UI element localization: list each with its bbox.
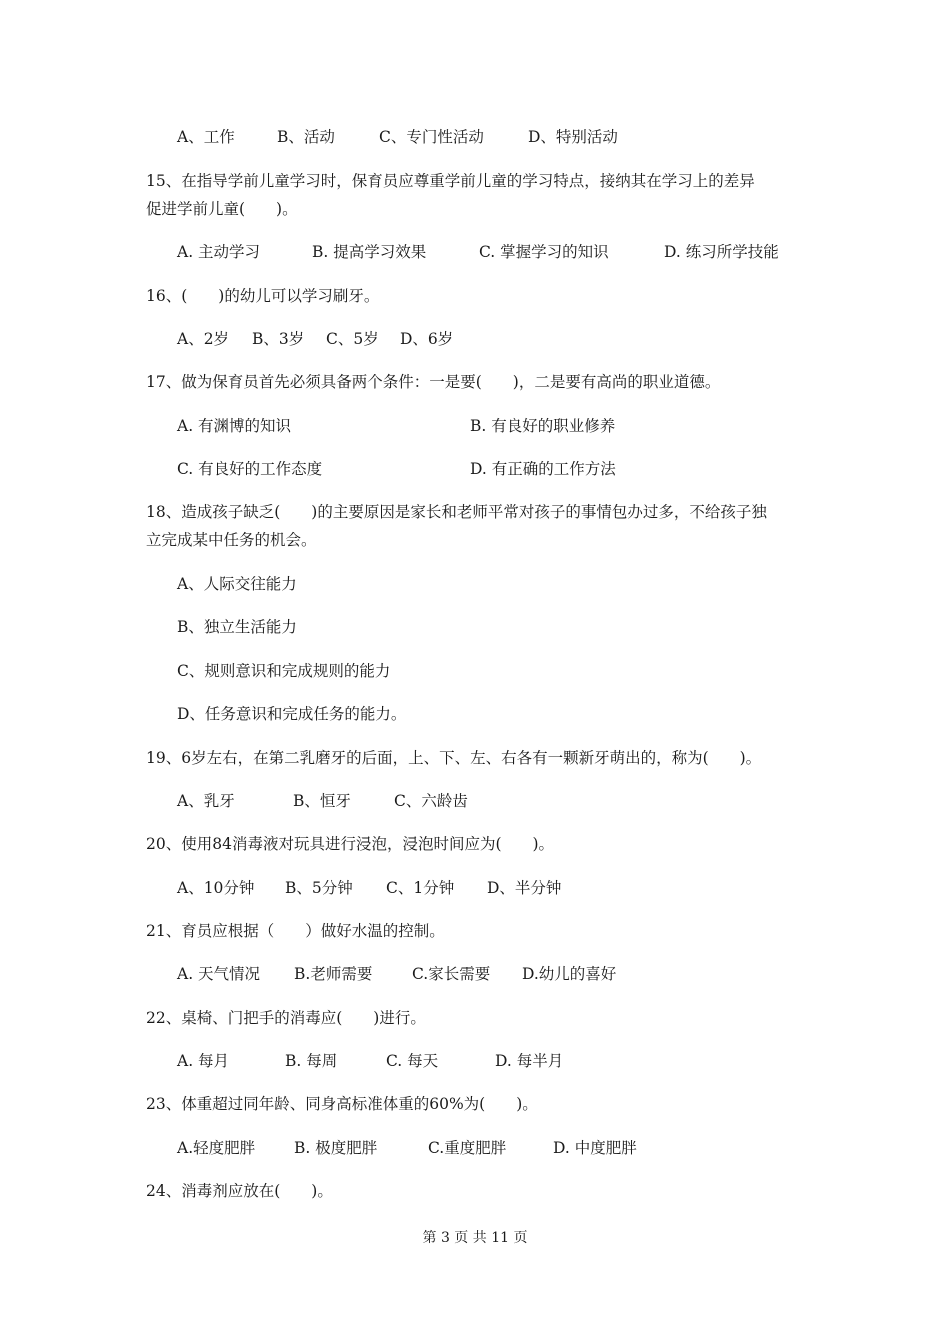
q17-option-b: B. 有良好的职业修养 [470,417,616,435]
q18-option-c: C、规则意识和完成规则的能力 [177,662,391,680]
q17-option-a: A. 有渊博的知识 [177,417,292,435]
q15-option-c: C. 掌握学习的知识 [479,243,609,261]
q15-option-b: B. 提高学习效果 [312,243,427,261]
q14-option-d: D、特别活动 [528,128,618,146]
q15-stem-line2: 促进学前儿童( )。 [146,200,298,218]
q20-option-b: B、5分钟 [285,879,353,897]
q15-option-a: A. 主动学习 [177,243,261,261]
q21-option-c: C.家长需要 [412,965,491,983]
q16-options [177,329,453,349]
q20-option-a: A、10分钟 [177,879,255,897]
q22-stem: 22、桌椅、门把手的消毒应( )进行。 [146,1009,426,1027]
q18-option-a: A、人际交往能力 [177,575,297,593]
q14-option-c: C、专门性活动 [379,128,484,146]
q17-option-d: D. 有正确的工作方法 [470,460,616,478]
q21-options [177,964,616,984]
q20-options [177,878,561,898]
q15-stem-line1: 15、在指导学前儿童学习时，保育员应尊重学前儿童的学习特点，接纳其在学习上的差异 [146,172,755,190]
q23-stem: 23、体重超过同年龄、同身高标准体重的60%为( )。 [146,1095,538,1113]
q17-option-c: C. 有良好的工作态度 [177,460,323,478]
q18-stem-line1: 18、造成孩子缺乏( )的主要原因是家长和老师平常对孩子的事情包办过多，不给孩子独 [146,503,767,521]
q20-option-c: C、1分钟 [386,879,455,897]
q16-option-c: C、5岁 [326,330,379,348]
q23-options [177,1138,637,1158]
q19-option-a: A、乳牙 [177,792,235,810]
q16-option-b: B、3岁 [252,330,305,348]
q14-option-a: A、工作 [177,128,235,146]
q23-option-c: C.重度肥胖 [428,1139,507,1157]
page-number-footer: 第 3 页 共 11 页 [422,1230,528,1246]
q21-stem: 21、育员应根据（ ）做好水温的控制。 [146,922,445,940]
q17-options-row1 [177,416,615,436]
q21-option-b: B.老师需要 [294,965,373,983]
q15-options [177,242,779,262]
q14-options [177,127,618,147]
q19-option-b: B、恒牙 [293,792,351,810]
q23-option-d: D. 中度肥胖 [553,1139,637,1157]
q18-option-d: D、任务意识和完成任务的能力。 [177,705,407,723]
q18-stem-line2: 立完成某中任务的机会。 [146,531,317,549]
q16-stem: 16、( )的幼儿可以学习刷牙。 [146,287,380,305]
q14-option-b: B、活动 [277,128,335,146]
q22-option-a: A. 每月 [177,1052,230,1070]
q19-option-c: C、六龄齿 [394,792,468,810]
q16-option-d: D、6岁 [400,330,454,348]
q22-option-c: C. 每天 [386,1052,439,1070]
q17-stem: 17、做为保育员首先必须具备两个条件：一是要( )，二是要有高尚的职业道德。 [146,373,721,391]
q21-option-a: A. 天气情况 [177,965,261,983]
q22-options [177,1051,563,1071]
q15-option-d: D. 练习所学技能 [664,243,779,261]
q19-stem: 19、6岁左右，在第二乳磨牙的后面，上、下、左、右各有一颗新牙萌出的，称为( )。 [146,749,762,767]
q20-option-d: D、半分钟 [487,879,562,897]
q19-options [177,791,468,811]
q21-option-d: D.幼儿的喜好 [522,965,617,983]
q17-options-row2 [177,459,616,479]
q22-option-b: B. 每周 [285,1052,338,1070]
q18-option-b: B、独立生活能力 [177,618,297,636]
q20-stem: 20、使用84消毒液对玩具进行浸泡，浸泡时间应为( )。 [146,835,555,853]
q22-option-d: D. 每半月 [495,1052,564,1070]
q24-stem: 24、消毒剂应放在( )。 [146,1182,333,1200]
q16-option-a: A、2岁 [177,330,230,348]
q23-option-a: A.轻度肥胖 [177,1139,256,1157]
q23-option-b: B. 极度肥胖 [294,1139,378,1157]
